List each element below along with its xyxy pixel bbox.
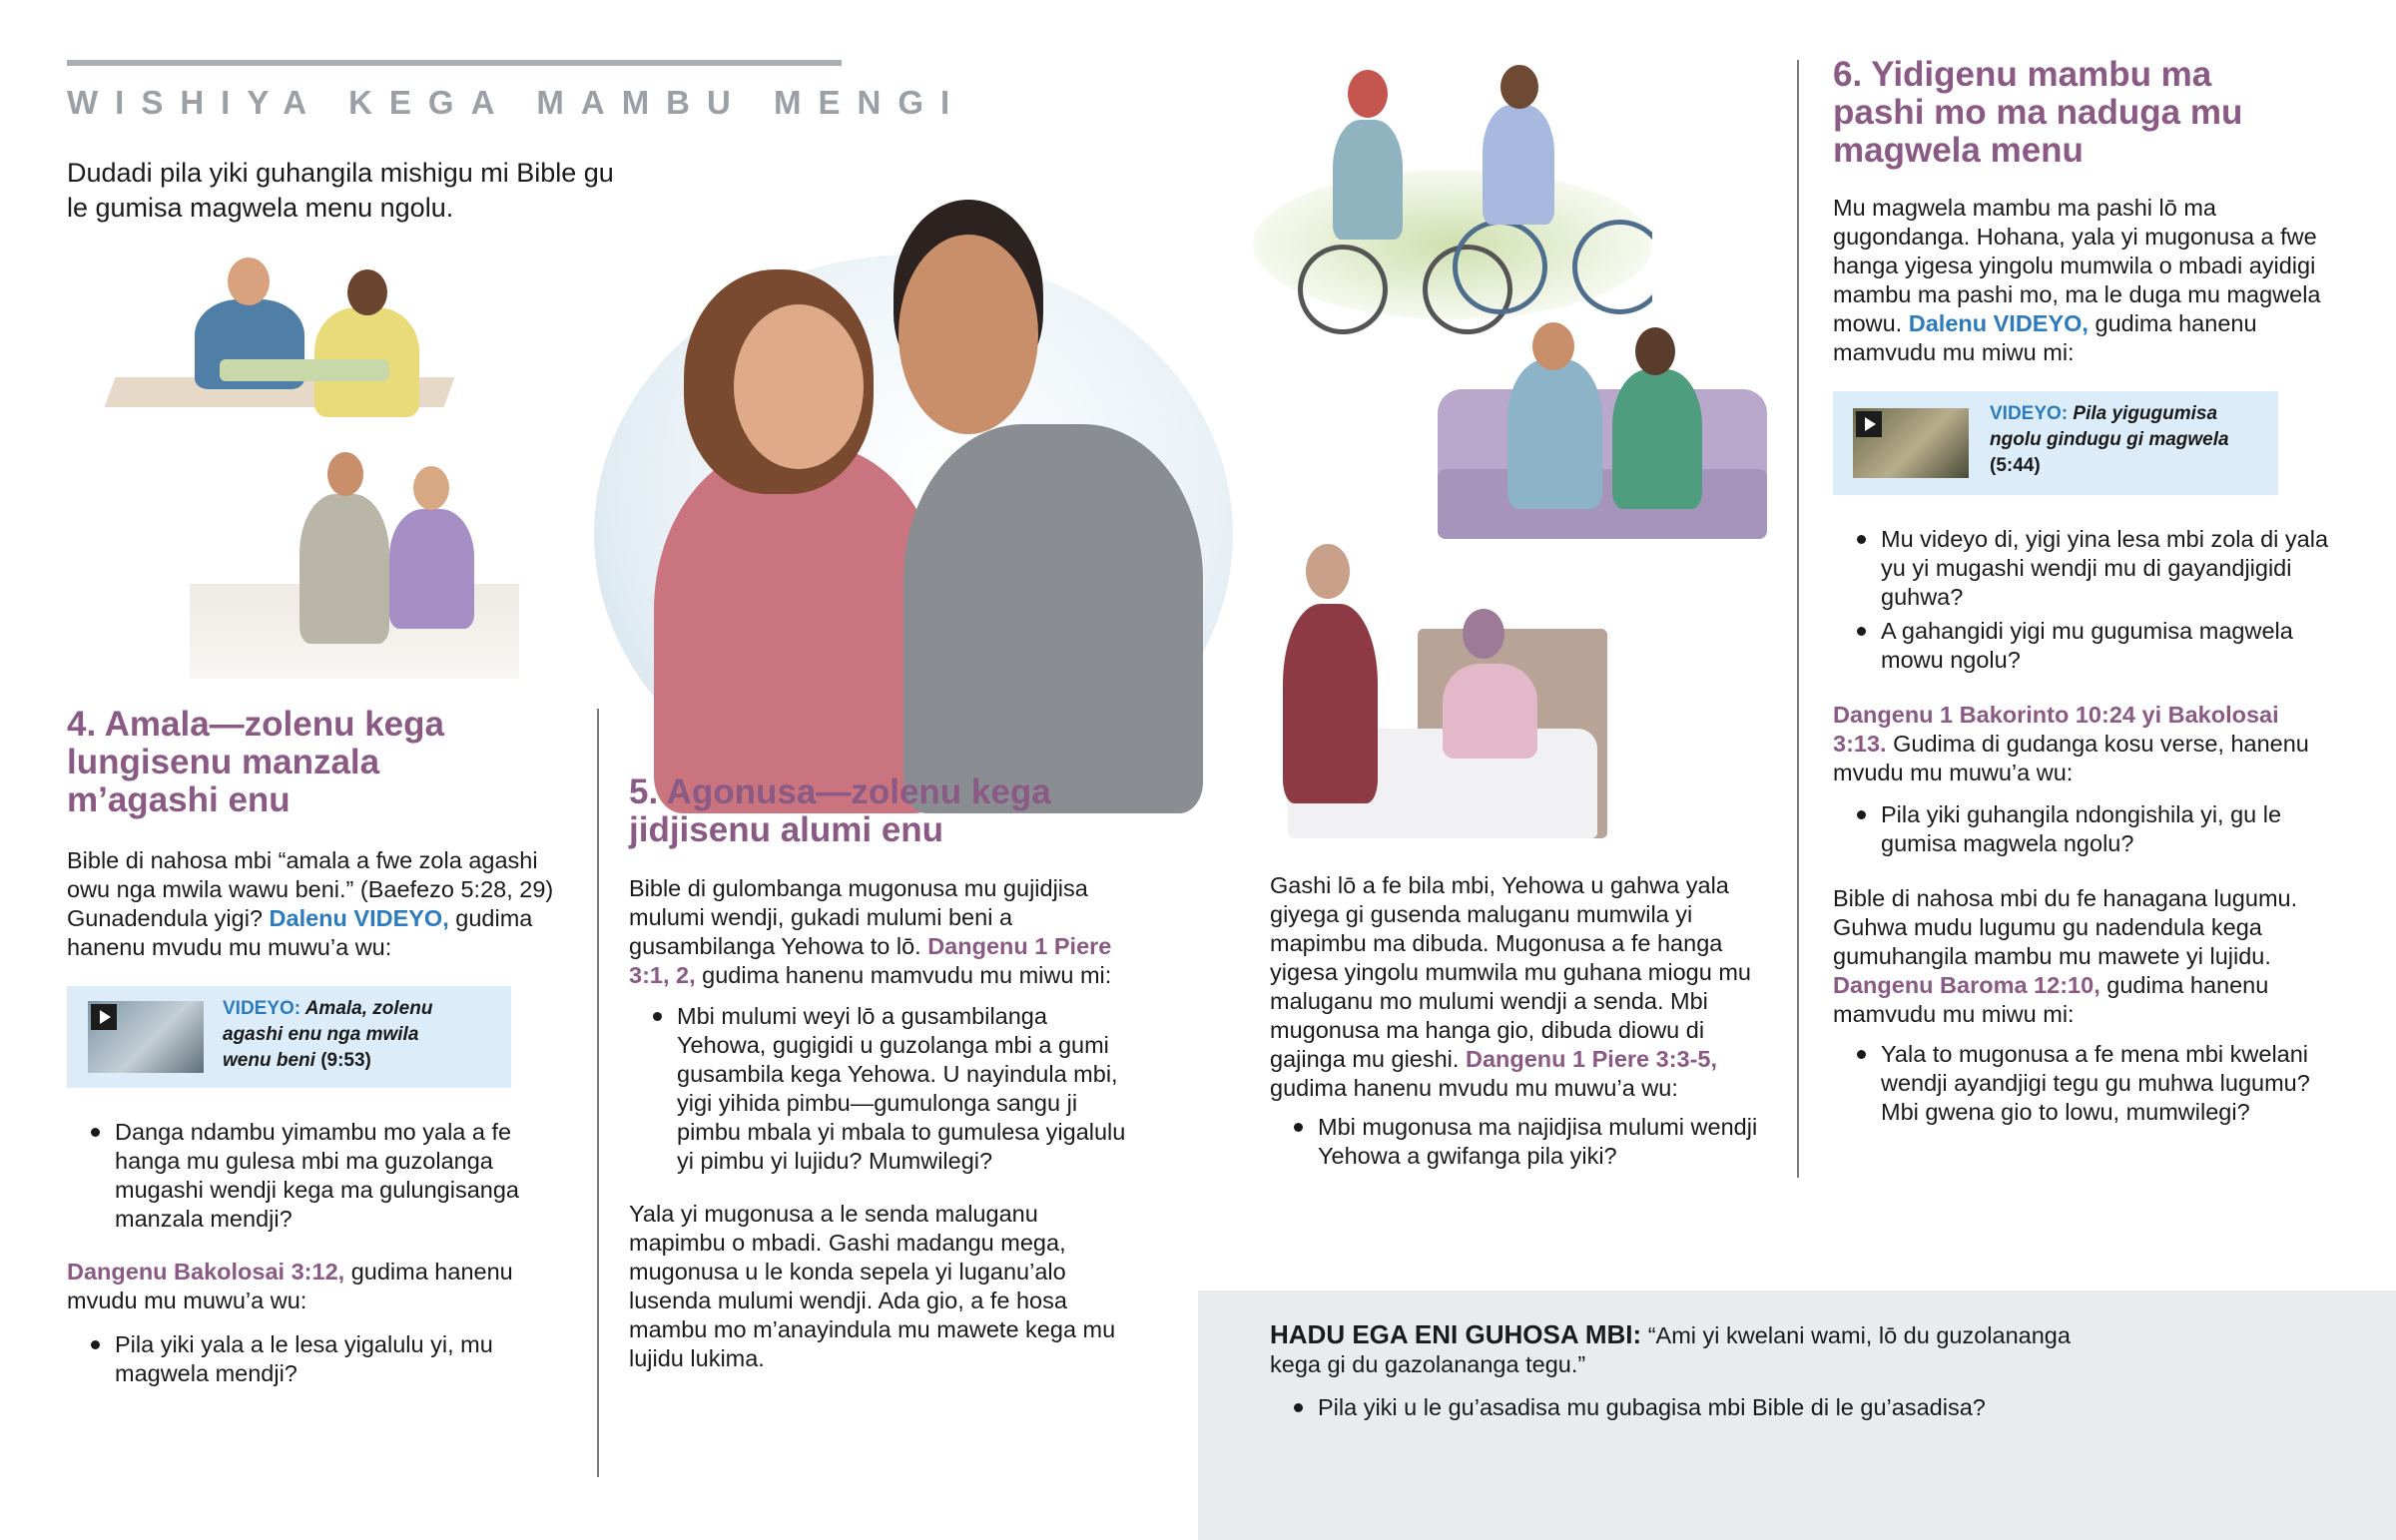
section6-bullets-2: [1833, 800, 2332, 858]
section4-paragraph-text: Bible di nahosa mbi “amala a fwe zola agashi owu nga mwila wawu beni.” (Baefezo 5:28, 29) Gunadendula yigi?: [67, 847, 554, 931]
section6-paragraph: [1833, 194, 2332, 367]
section6-scripture-ref[interactable]: Dangenu 1 Bakorinto 10:24 yi Bakolosai 3:13.: [1833, 702, 2279, 757]
section4-video-duration: (9:53): [320, 1050, 371, 1071]
section5-paragraph-tail: gudima hanenu mamvudu mu miwu mi:: [702, 962, 1112, 988]
list-item: Mbi mugonusa ma najidjisa mulumi wendji Yehowa a gwifanga pila yiki?: [1270, 1113, 1769, 1171]
middle-column-paragraph-text: Gashi lō a fe bila mbi, Yehowa u gahwa yala giyega gi gusenda maluganu mumwila yi mapimbu ma dibuda. Mugonusa a fe hanga yigesa yingolu mumwila mu guhana miogu mu maluganu mo mulumi wendji a senda. Mbi mugonusa ma hanga gio, dibuda diowu di gajinga mu gieshi.: [1270, 872, 1751, 1072]
section6-video-box[interactable]: [1833, 391, 2278, 495]
section6-video-duration: (5:44): [1990, 455, 2041, 476]
key-thought-box: [1198, 1290, 2396, 1540]
section4-bullets-1: [67, 1118, 566, 1234]
illustration-couple-kitchen: [190, 444, 519, 679]
section6-video-label: VIDEYO:: [1990, 403, 2069, 424]
top-rule: [67, 60, 842, 66]
section6-reference-tail: Gudima di gudanga kosu verse, hanenu mvudu mu muwu’a wu:: [1833, 731, 2309, 785]
section5-scripture-ref[interactable]: Dangenu 1 Piere 3:1, 2,: [629, 933, 1112, 988]
section4-title: 4. Amala—zolenu kega lungisenu manzala m’agashi enu: [67, 705, 444, 819]
middle-column-paragraph: [1270, 871, 1769, 1103]
section5-paragraph-2: Yala yi mugonusa a le senda maluganu mapimbu o mbadi. Gashi madangu mega, mugonusa u le konda sepela yi luganu’alo lusenda mulumi wendji. Ada gio, a fe hosa mambu mo m’anayindula mu mawete kega mu lujidu lukima.: [629, 1201, 1116, 1371]
section4-video-caption[interactable]: [223, 996, 472, 1074]
section4-reference-tail: gudima hanenu mvudu mu muwu’a wu:: [67, 1259, 513, 1313]
section6-paragraph-3: [1833, 884, 2332, 1029]
section6-video-link[interactable]: Dalenu VIDEYO,: [1908, 310, 2089, 336]
middle-column-bullets: [1270, 1113, 1769, 1171]
key-thought-bullets: [1270, 1393, 2168, 1422]
section6-paragraph-text: Mu magwela mambu ma pashi lō ma gugondanga. Hohana, yala yi mugonusa a fwe hanga yigesa yingolu mumwila o mbadi ayidigi mambu ma pashi mo, ma le duga mu magwela mowu.: [1833, 195, 2321, 336]
section4-video-link[interactable]: Dalenu VIDEYO,: [269, 905, 449, 931]
middle-column-paragraph-tail: gudima hanenu mvudu mu muwu’a wu:: [1270, 1075, 1678, 1101]
list-item: Danga ndambu yimambu mo yala a fe hanga mu gulesa mbi ma guzolanga mugashi wendji kega ma gulungisanga manzala mendji?: [67, 1118, 566, 1234]
section6-bullets-1: [1833, 525, 2332, 675]
section6-paragraph-3-tail: gudima hanenu mamvudu mu miwu mi:: [1833, 972, 2269, 1027]
section6-title: 6. Yidigenu mambu ma pashi mo ma naduga mu magwela menu: [1833, 55, 2243, 170]
section6-reference: [1833, 701, 2332, 787]
section5-bullets: [629, 1002, 1128, 1176]
section4-reference: [67, 1258, 526, 1315]
section6-video-caption[interactable]: [1990, 401, 2249, 479]
middle-column-scripture-ref[interactable]: Dangenu 1 Piere 3:3-5,: [1465, 1046, 1718, 1072]
section4-video-label: VIDEYO:: [223, 998, 301, 1019]
section6-video-title: Pila yigugumisa ngolu gindugu gi magwela: [1990, 403, 2229, 450]
section4-bullets-2: [67, 1330, 526, 1388]
play-icon[interactable]: [1856, 411, 1882, 437]
section4-paragraph: [67, 846, 566, 962]
key-thought-statement: [1270, 1320, 2098, 1379]
play-icon[interactable]: [91, 1004, 117, 1030]
list-item: Pila yiki u le gu’asadisa mu gubagisa mbi Bible di le gu’asadisa?: [1270, 1393, 2168, 1422]
section4-paragraph-tail: gudima hanenu mvudu mu muwu’a wu:: [67, 905, 533, 960]
section4-video-title: Amala, zolenu agashi enu nga mwila wenu beni: [223, 998, 433, 1071]
section5-title: 5. Agonusa—zolenu kega jidjisenu alumi enu: [629, 772, 1051, 849]
column-divider-left: [597, 709, 599, 1477]
illustration-couple-portrait: [594, 195, 1233, 813]
section-label: WISHIYA KEGA MAMBU MENGI: [67, 84, 967, 121]
section6-video-thumbnail[interactable]: [1853, 408, 1969, 478]
key-thought-label: HADU EGA ENI GUHOSA MBI:: [1270, 1319, 1642, 1349]
list-item: Yala to mugonusa a fe mena mbi kwelani wendji ayandjigi tegu gu muhwa lugumu? Mbi gwena gio to lowu, mumwilegi?: [1833, 1040, 2332, 1127]
list-item: Pila yiki guhangila ndongishila yi, gu le gumisa magwela ngolu?: [1833, 800, 2332, 858]
section6-bullets-3: [1833, 1040, 2332, 1127]
key-thought-quote: “Ami yi kwelani wami, lō du guzolananga kega gi du gazolananga tegu.”: [1270, 1322, 2071, 1377]
list-item: A gahangidi yigi mu gugumisa magwela mowu ngolu?: [1833, 617, 2332, 675]
illustration-couple-studying: [100, 250, 459, 434]
section5-paragraph: [629, 874, 1128, 990]
section4-scripture-ref[interactable]: Dangenu Bakolosai 3:12,: [67, 1259, 345, 1284]
section6-scripture-ref-2[interactable]: Dangenu Baroma 12:10,: [1833, 972, 2100, 998]
list-item: Mu videyo di, yigi yina lesa mbi zola di yala yu yi mugashi wendji mu di gayandjigidi guhwa?: [1833, 525, 2332, 612]
list-item: Pila yiki yala a le lesa yigalulu yi, mu magwela mendji?: [67, 1330, 526, 1388]
list-item: Mbi mulumi weyi lō a gusambilanga Yehowa, gugigidi u guzolanga mbi a gumi gusambila kega Yehowa. U nayindula mbi, yigi yihida pimbu—gumulonga sangu ji pimbu mbala yi mbala to gumulesa yigalulu yi pimbu yi lujidu? Mumwilegi?: [629, 1002, 1128, 1176]
illustration-couple-cycling: [1253, 60, 1652, 339]
section5-paragraph-text: Bible di gulombanga mugonusa mu gujidjisa mulumi wendji, gukadi mulumi beni a gusambilanga Yehowa to lō.: [629, 875, 1088, 959]
intro-text: Dudadi pila yiki guhangila mishigu mi Bible gu le gumisa magwela menu ngolu.: [67, 158, 614, 223]
column-divider-right: [1797, 60, 1799, 1178]
section4-video-box[interactable]: [67, 986, 511, 1088]
illustration-elderly-bedside: [1268, 534, 1617, 843]
section6-paragraph-tail: gudima hanenu mamvudu mu miwu mi:: [1833, 310, 2257, 365]
section4-video-thumbnail[interactable]: [88, 1001, 204, 1073]
section6-paragraph-3-text: Bible di nahosa mbi du fe hanagana lugumu. Guhwa mudu lugumu gu nadendula kega gumuhangila mambu mu mawete yi lujidu.: [1833, 885, 2298, 969]
